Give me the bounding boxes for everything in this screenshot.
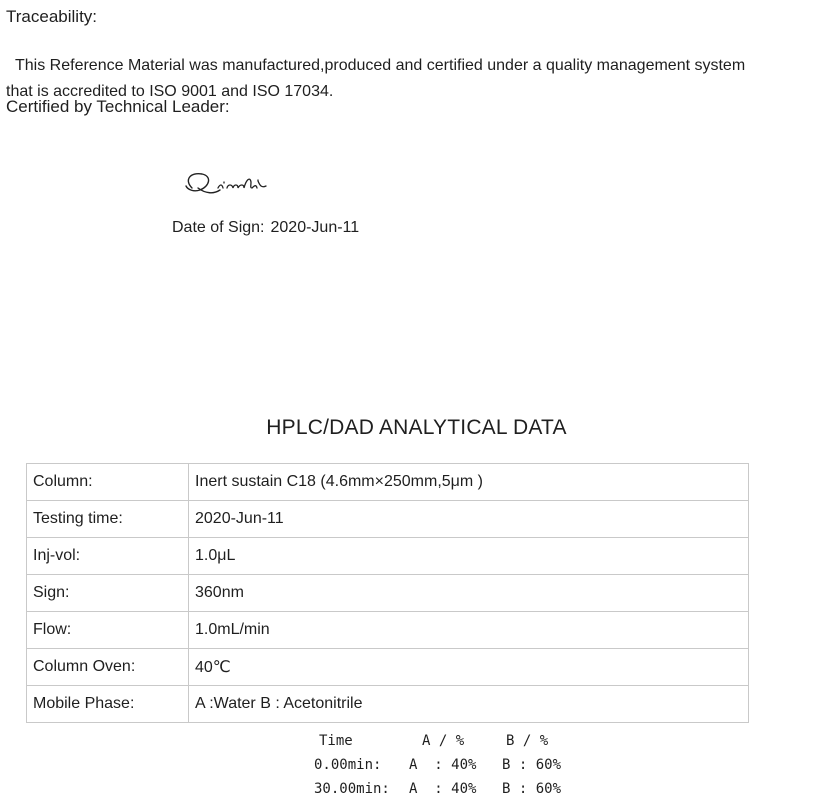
gradient-a-cell: A : 40% xyxy=(409,757,477,773)
date-of-sign-value: 2020-Jun-11 xyxy=(270,219,360,236)
handwritten-signature xyxy=(180,166,280,202)
table-cell-label: Inj-vol: xyxy=(27,538,189,575)
table-row xyxy=(27,501,749,538)
table-cell-value: 360nm xyxy=(189,575,749,612)
gradient-header-time: Time xyxy=(319,733,353,749)
table-cell-label: Testing time: xyxy=(27,501,189,538)
traceability-text-line-2: that is accredited to ISO 9001 and ISO 17034. xyxy=(6,83,334,100)
hplc-title: HPLC/DAD ANALYTICAL DATA xyxy=(266,416,567,439)
certified-by-title: Certified by Technical Leader: xyxy=(6,97,230,116)
table-cell-value: Inert sustain C18 (4.6mm×250mm,5μm ) xyxy=(189,464,749,501)
traceability-text-line-1: This Reference Material was manufactured,produced and certified under a quality management system xyxy=(15,57,746,74)
table-cell-label: Flow: xyxy=(27,612,189,649)
gradient-a-cell: A : 40% xyxy=(409,781,477,797)
table-row xyxy=(27,649,749,686)
table-cell-label: Column Oven: xyxy=(27,649,189,686)
date-of-sign xyxy=(172,219,359,237)
gradient-header-b: B / % xyxy=(506,733,549,749)
table-cell-value: 1.0mL/min xyxy=(189,612,749,649)
table-row xyxy=(27,464,749,501)
gradient-time-cell: 30.00min: xyxy=(314,781,390,797)
table-cell-value: 40℃ xyxy=(189,649,749,686)
table-cell-label: Sign: xyxy=(27,575,189,612)
table-row xyxy=(27,538,749,575)
table-cell-label: Mobile Phase: xyxy=(27,686,189,723)
date-of-sign-label: Date of Sign: xyxy=(172,219,265,236)
table-cell-label: Column: xyxy=(27,464,189,501)
gradient-b-cell: B : 60% xyxy=(502,781,562,797)
table-row xyxy=(27,575,749,612)
gradient-header-a: A / % xyxy=(422,733,465,749)
gradient-time-cell: 0.00min: xyxy=(314,757,382,773)
table-cell-value: 2020-Jun-11 xyxy=(189,501,749,538)
table-row xyxy=(27,612,749,649)
table-cell-value: 1.0μL xyxy=(189,538,749,575)
table-row xyxy=(27,686,749,723)
hplc-data-table xyxy=(26,463,749,723)
gradient-b-cell: B : 60% xyxy=(502,757,562,773)
table-cell-value: A :Water B : Acetonitrile xyxy=(189,686,749,723)
traceability-title: Traceability: xyxy=(6,7,98,26)
